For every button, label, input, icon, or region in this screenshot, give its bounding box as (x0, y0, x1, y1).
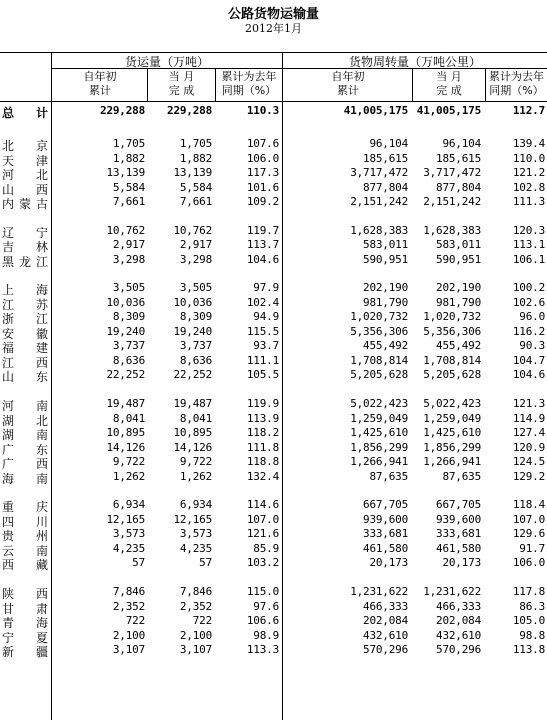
cell-ytd-volume: 5,584 (112, 180, 145, 194)
province-name: 浙 江 (2, 312, 48, 327)
cell-month-volume: 2,352 (179, 599, 212, 613)
cell-pct-turnover: 113.8 (512, 643, 545, 656)
cell-pct-volume: 97.9 (253, 281, 279, 295)
province-name: 吉 林 (2, 240, 48, 255)
cell-ytd-turnover: 455,492 (363, 339, 408, 353)
cell-month-turnover: 939,600 (436, 512, 481, 526)
cell-pct-volume: 118.8 (246, 455, 279, 469)
cell-pct-turnover: 111.3 (512, 195, 545, 208)
cell-ytd-volume: 3,573 (112, 527, 145, 541)
cell-month-volume: 5,584 (179, 180, 212, 194)
cell-pct-volume: 101.6 (246, 180, 279, 194)
cell-pct-turnover: 105.0 (512, 614, 545, 627)
province-name: 甘 肃 (2, 601, 48, 616)
cell-pct-turnover: 102.6 (512, 295, 545, 309)
cell-pct-turnover: 114.9 (512, 411, 545, 425)
cell-ytd-turnover: 2,151,242 (350, 195, 408, 208)
cell-ytd-turnover: 3,717,472 (350, 166, 408, 179)
cell-pct-volume: 114.6 (246, 498, 279, 512)
province-name: 云 南 (2, 543, 48, 558)
cell-pct-turnover: 96.0 (519, 310, 545, 324)
province-name: 上 海 (2, 283, 48, 298)
cell-pct-volume: 115.5 (246, 324, 279, 338)
cell-month-turnover: 1,628,383 (423, 223, 481, 237)
cell-pct-turnover: 121.3 (512, 397, 545, 411)
cell-pct-volume: 105.5 (246, 368, 279, 382)
province-name: 海 南 (2, 471, 48, 486)
cell-pct-turnover: 120.3 (512, 223, 545, 237)
cell-ytd-turnover: 185,615 (363, 151, 408, 165)
cell-month-volume: 19,487 (173, 397, 212, 411)
cell-ytd-volume: 722 (125, 614, 145, 627)
cell-month-volume: 8,636 (179, 353, 212, 367)
cell-month-volume: 7,661 (179, 195, 212, 208)
cell-ytd-volume: 1,705 (112, 137, 145, 150)
cell-ytd-turnover: 981,790 (363, 295, 408, 309)
cell-ytd-turnover: 41,005,175 (343, 104, 408, 117)
province-name: 安 徽 (2, 326, 48, 341)
province-name: 广 东 (2, 442, 48, 457)
cell-ytd-volume: 9,722 (112, 455, 145, 469)
cell-month-turnover: 1,020,732 (423, 310, 481, 324)
province-name: 青 海 (2, 616, 48, 630)
cell-month-volume: 3,298 (179, 252, 212, 266)
header-ytd-volume: 自年初 累计 (83, 70, 117, 97)
cell-pct-volume: 121.6 (246, 527, 279, 541)
cell-month-volume: 2,100 (179, 628, 212, 642)
cell-month-turnover: 583,011 (436, 238, 481, 252)
cell-month-volume: 9,722 (179, 455, 212, 469)
cell-pct-volume: 113.7 (246, 238, 279, 252)
cell-ytd-volume: 1,882 (112, 151, 145, 165)
col-divider-name (51, 52, 52, 720)
cell-pct-volume: 107.6 (246, 137, 279, 150)
cell-ytd-turnover: 202,190 (363, 281, 408, 295)
cell-month-turnover: 981,790 (436, 295, 481, 309)
cell-month-volume: 14,126 (173, 440, 212, 454)
cell-month-volume: 229,288 (167, 104, 212, 117)
cell-ytd-turnover: 1,856,299 (350, 440, 408, 454)
cell-pct-volume: 106.6 (246, 614, 279, 627)
cell-ytd-turnover: 333,681 (363, 527, 408, 541)
cell-month-turnover: 5,205,628 (423, 368, 481, 382)
cell-month-turnover: 466,333 (436, 599, 481, 613)
cell-ytd-volume: 7,846 (112, 585, 145, 598)
cell-ytd-volume: 4,235 (112, 541, 145, 555)
cell-month-turnover: 570,296 (436, 643, 481, 656)
header-group-freight-volume: 货运量（万吨） (124, 55, 209, 69)
cell-month-turnover: 1,425,610 (423, 426, 481, 440)
cell-ytd-turnover: 1,020,732 (350, 310, 408, 324)
cell-month-volume: 6,934 (179, 498, 212, 512)
col-divider-group (282, 52, 283, 720)
province-name: 山 东 (2, 370, 48, 385)
cell-month-turnover: 877,804 (436, 180, 481, 194)
cell-ytd-turnover: 466,333 (363, 599, 408, 613)
province-name: 福 建 (2, 341, 48, 356)
province-name: 北 京 (2, 139, 48, 153)
province-name: 新 疆 (2, 645, 48, 659)
cell-ytd-turnover: 96,104 (369, 137, 408, 150)
cell-ytd-volume: 3,298 (112, 252, 145, 266)
province-name: 河 南 (2, 399, 48, 414)
cell-ytd-volume: 12,165 (106, 512, 145, 526)
cell-month-volume: 22,252 (173, 368, 212, 382)
cell-pct-volume: 103.2 (246, 556, 279, 570)
cell-ytd-volume: 22,252 (106, 368, 145, 382)
cell-month-volume: 1,262 (179, 469, 212, 483)
cell-ytd-turnover: 432,610 (363, 628, 408, 642)
province-name: 宁 夏 (2, 630, 48, 645)
cell-pct-volume: 93.7 (253, 339, 279, 353)
cell-pct-turnover: 112.7 (512, 104, 545, 117)
cell-ytd-volume: 2,100 (112, 628, 145, 642)
cell-ytd-volume: 57 (132, 556, 145, 570)
cell-ytd-volume: 7,661 (112, 195, 145, 208)
cell-month-turnover: 590,951 (436, 252, 481, 266)
cell-pct-turnover: 91.7 (519, 541, 545, 555)
cell-pct-volume: 98.9 (253, 628, 279, 642)
cell-pct-turnover: 100.2 (512, 281, 545, 295)
cell-pct-volume: 132.4 (246, 469, 279, 483)
province-name: 天 津 (2, 153, 48, 168)
cell-pct-turnover: 121.2 (512, 166, 545, 179)
cell-ytd-turnover: 202,084 (363, 614, 408, 627)
cell-ytd-turnover: 583,011 (363, 238, 408, 252)
province-name: 广 西 (2, 457, 48, 472)
cell-month-turnover: 1,259,049 (423, 411, 481, 425)
cell-pct-turnover: 129.2 (512, 469, 545, 483)
cell-month-turnover: 461,580 (436, 541, 481, 555)
cell-month-turnover: 96,104 (442, 137, 481, 150)
header-month-turnover: 当 月 完 成 (436, 70, 462, 97)
cell-pct-turnover: 102.8 (512, 180, 545, 194)
cell-pct-turnover: 124.5 (512, 455, 545, 469)
header-pct-volume: 累计为去年 同期（%） (221, 70, 277, 97)
cell-ytd-volume: 2,917 (112, 238, 145, 252)
cell-pct-volume: 119.7 (246, 223, 279, 237)
cell-month-volume: 3,737 (179, 339, 212, 353)
cell-month-turnover: 185,615 (436, 151, 481, 165)
cell-month-turnover: 333,681 (436, 527, 481, 541)
header-ytd-turnover: 自年初 累计 (331, 70, 365, 97)
cell-month-turnover: 5,022,423 (423, 397, 481, 411)
cell-ytd-volume: 14,126 (106, 440, 145, 454)
cell-month-volume: 3,573 (179, 527, 212, 541)
cell-month-turnover: 1,708,814 (423, 353, 481, 367)
cell-pct-turnover: 116.2 (512, 324, 545, 338)
cell-ytd-turnover: 939,600 (363, 512, 408, 526)
province-name: 总 计 (2, 106, 48, 120)
cell-ytd-volume: 13,139 (106, 166, 145, 179)
cell-pct-turnover: 127.4 (512, 426, 545, 440)
cell-month-volume: 10,895 (173, 426, 212, 440)
province-name: 贵 州 (2, 529, 48, 544)
cell-pct-turnover: 120.9 (512, 440, 545, 454)
cell-ytd-turnover: 590,951 (363, 252, 408, 266)
cell-pct-volume: 113.3 (246, 643, 279, 656)
cell-ytd-turnover: 1,231,622 (350, 585, 408, 598)
cell-ytd-turnover: 5,356,306 (350, 324, 408, 338)
province-name: 四 川 (2, 514, 48, 529)
cell-ytd-turnover: 461,580 (363, 541, 408, 555)
cell-pct-turnover: 118.4 (512, 498, 545, 512)
header-pct-turnover: 累计为去年 同期（%） (489, 70, 544, 97)
cell-pct-volume: 107.0 (246, 512, 279, 526)
cell-pct-turnover: 90.3 (519, 339, 545, 353)
cell-pct-volume: 117.3 (246, 166, 279, 179)
cell-month-volume: 2,917 (179, 238, 212, 252)
province-name: 湖 南 (2, 428, 48, 443)
cell-ytd-volume: 19,240 (106, 324, 145, 338)
cell-pct-turnover: 113.1 (512, 238, 545, 252)
cell-month-turnover: 202,190 (436, 281, 481, 295)
cell-pct-volume: 104.6 (246, 252, 279, 266)
cell-month-turnover: 87,635 (442, 469, 481, 483)
cell-pct-turnover: 139.4 (512, 137, 545, 150)
cell-pct-turnover: 107.0 (512, 512, 545, 526)
cell-ytd-turnover: 5,205,628 (350, 368, 408, 382)
cell-month-turnover: 41,005,175 (416, 104, 481, 117)
cell-pct-turnover: 106.0 (512, 556, 545, 570)
cell-ytd-turnover: 5,022,423 (350, 397, 408, 411)
cell-ytd-volume: 10,895 (106, 426, 145, 440)
cell-ytd-volume: 229,288 (100, 104, 145, 117)
cell-pct-volume: 118.2 (246, 426, 279, 440)
cell-month-turnover: 1,231,622 (423, 585, 481, 598)
cell-pct-volume: 113.9 (246, 411, 279, 425)
cell-month-volume: 1,705 (179, 137, 212, 150)
header-bottom-rule (0, 101, 547, 102)
cell-pct-turnover: 104.6 (512, 368, 545, 382)
province-name: 内 蒙 古 (2, 197, 48, 211)
cell-pct-volume: 115.0 (246, 585, 279, 598)
province-name: 河 北 (2, 168, 48, 182)
cell-month-turnover: 202,084 (436, 614, 481, 627)
cell-month-turnover: 20,173 (442, 556, 481, 570)
cell-pct-volume: 106.0 (246, 151, 279, 165)
cell-ytd-turnover: 1,708,814 (350, 353, 408, 367)
cell-pct-volume: 110.3 (246, 104, 279, 117)
cell-month-volume: 722 (192, 614, 212, 627)
cell-ytd-turnover: 667,705 (363, 498, 408, 512)
province-name: 江 苏 (2, 297, 48, 312)
cell-ytd-volume: 3,107 (112, 643, 145, 656)
cell-month-volume: 57 (199, 556, 212, 570)
province-name: 江 西 (2, 355, 48, 370)
cell-ytd-volume: 8,636 (112, 353, 145, 367)
cell-month-turnover: 1,856,299 (423, 440, 481, 454)
cell-month-turnover: 667,705 (436, 498, 481, 512)
cell-month-volume: 3,107 (179, 643, 212, 656)
cell-pct-turnover: 98.8 (519, 628, 545, 642)
cell-ytd-volume: 8,309 (112, 310, 145, 324)
cell-pct-volume: 119.9 (246, 397, 279, 411)
cell-pct-volume: 85.9 (253, 541, 279, 555)
cell-ytd-volume: 8,041 (112, 411, 145, 425)
cell-ytd-turnover: 1,628,383 (350, 223, 408, 237)
cell-pct-turnover: 86.3 (519, 599, 545, 613)
province-name: 重 庆 (2, 500, 48, 515)
cell-month-volume: 12,165 (173, 512, 212, 526)
cell-ytd-turnover: 87,635 (369, 469, 408, 483)
cell-pct-turnover: 106.1 (512, 252, 545, 266)
cell-pct-volume: 111.8 (246, 440, 279, 454)
cell-ytd-turnover: 20,173 (369, 556, 408, 570)
province-name: 辽 宁 (2, 225, 48, 240)
province-name: 黑 龙 江 (2, 254, 48, 269)
page-subtitle: 2012年1月 (245, 22, 302, 35)
cell-month-turnover: 1,266,941 (423, 455, 481, 469)
cell-ytd-turnover: 570,296 (363, 643, 408, 656)
cell-pct-turnover: 117.8 (512, 585, 545, 598)
cell-pct-volume: 102.4 (246, 295, 279, 309)
cell-pct-volume: 97.6 (253, 599, 279, 613)
cell-ytd-volume: 10,036 (106, 295, 145, 309)
cell-month-volume: 1,882 (179, 151, 212, 165)
cell-month-volume: 10,762 (173, 223, 212, 237)
cell-month-volume: 10,036 (173, 295, 212, 309)
cell-ytd-turnover: 1,266,941 (350, 455, 408, 469)
cell-pct-turnover: 104.7 (512, 353, 545, 367)
province-name: 山 西 (2, 182, 48, 197)
cell-month-volume: 19,240 (173, 324, 212, 338)
cell-month-turnover: 455,492 (436, 339, 481, 353)
cell-month-turnover: 5,356,306 (423, 324, 481, 338)
cell-ytd-volume: 3,737 (112, 339, 145, 353)
header-group-freight-turnover: 货物周转量（万吨公里） (348, 55, 481, 69)
cell-month-volume: 13,139 (173, 166, 212, 179)
cell-pct-turnover: 129.6 (512, 527, 545, 541)
cell-month-volume: 8,041 (179, 411, 212, 425)
cell-pct-volume: 109.2 (246, 195, 279, 208)
cell-ytd-volume: 2,352 (112, 599, 145, 613)
cell-ytd-volume: 3,505 (112, 281, 145, 295)
province-name: 湖 北 (2, 413, 48, 428)
cell-pct-turnover: 110.0 (512, 151, 545, 165)
cell-ytd-volume: 19,487 (106, 397, 145, 411)
cell-month-volume: 3,505 (179, 281, 212, 295)
cell-pct-volume: 94.9 (253, 310, 279, 324)
cell-ytd-volume: 6,934 (112, 498, 145, 512)
cell-ytd-volume: 10,762 (106, 223, 145, 237)
cell-month-volume: 7,846 (179, 585, 212, 598)
header-month-volume: 当 月 完 成 (168, 70, 195, 97)
cell-ytd-turnover: 1,425,610 (350, 426, 408, 440)
cell-month-turnover: 2,151,242 (423, 195, 481, 208)
province-name: 西 藏 (2, 558, 48, 573)
cell-ytd-turnover: 1,259,049 (350, 411, 408, 425)
province-name: 陕 西 (2, 587, 48, 601)
page-title: 公路货物运输量 (227, 7, 319, 22)
cell-month-turnover: 432,610 (436, 628, 481, 642)
cell-month-volume: 8,309 (179, 310, 212, 324)
cell-pct-volume: 111.1 (246, 353, 279, 367)
cell-month-volume: 4,235 (179, 541, 212, 555)
cell-ytd-volume: 1,262 (112, 469, 145, 483)
cell-month-turnover: 3,717,472 (423, 166, 481, 179)
cell-ytd-turnover: 877,804 (363, 180, 408, 194)
